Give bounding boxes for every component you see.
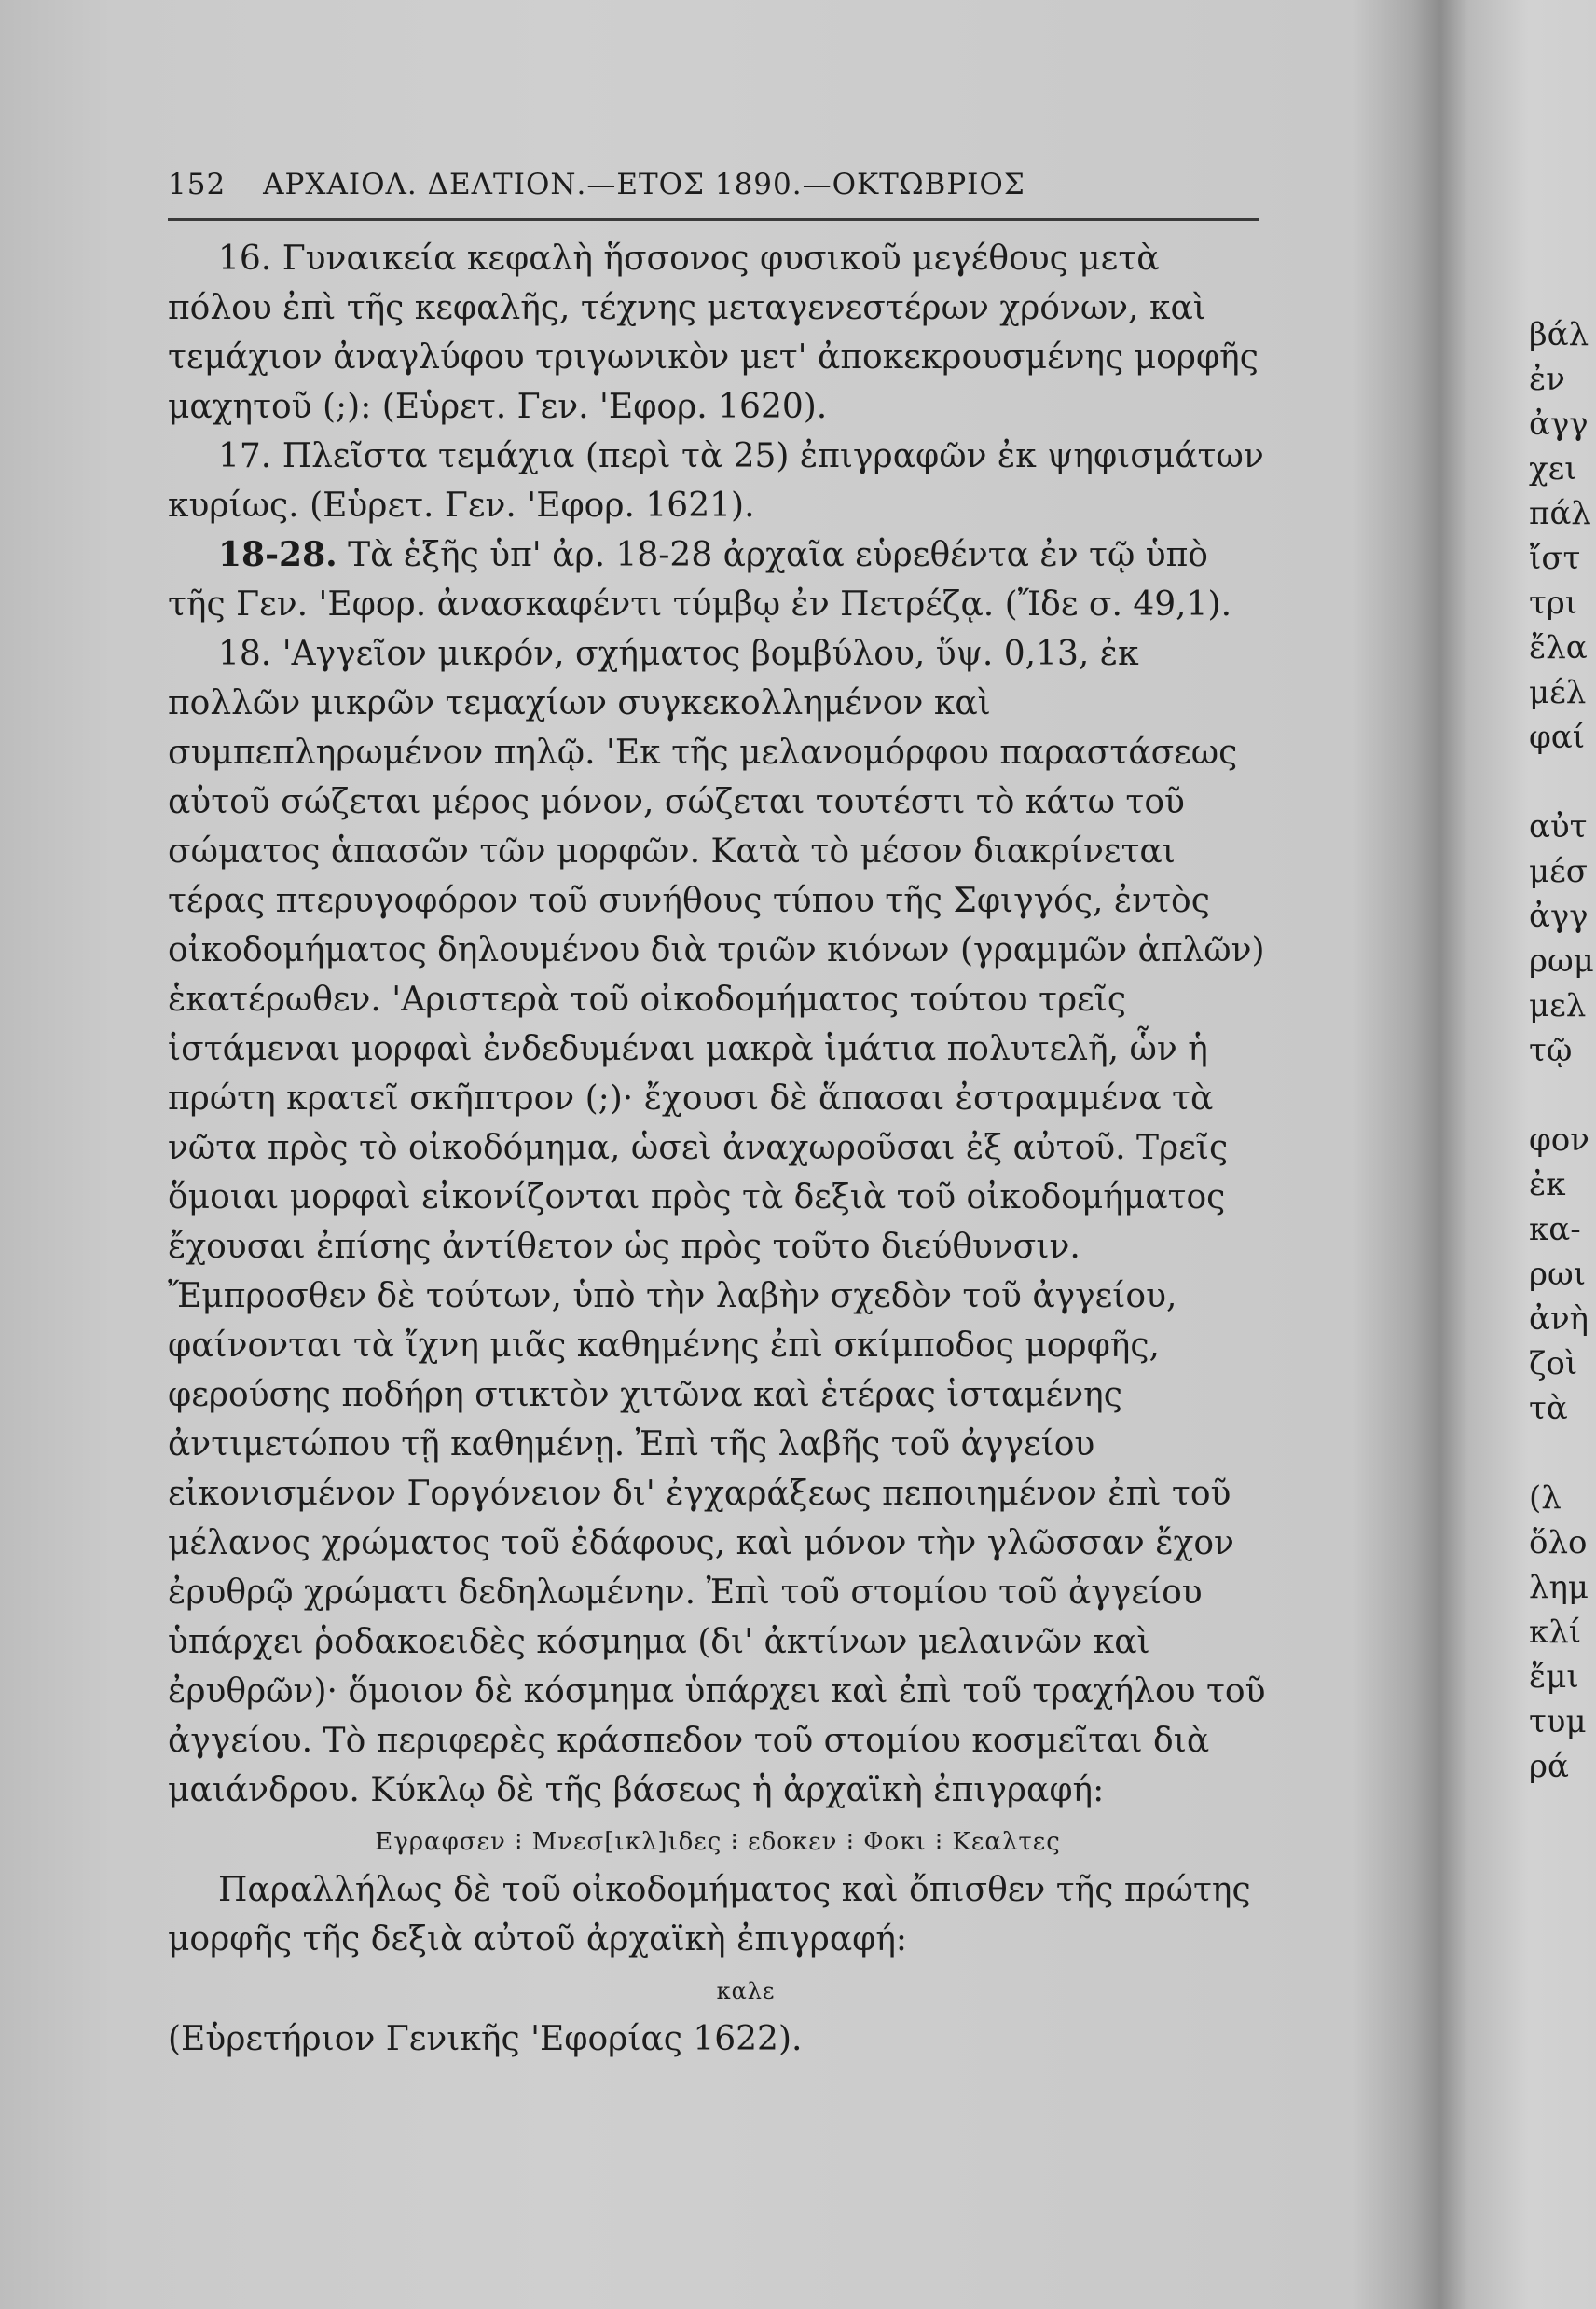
- margin-fragment: [1529, 1073, 1596, 1118]
- entry-17: 17. Πλεῖστα τεμάχια (περὶ τὰ 25) ἐπιγραφῶν ἐκ ψηφισμάτων κυρίως. (Εὑρετ. Γεν. 'Εφορ. 1621).: [168, 437, 1264, 525]
- margin-fragment: ἀγγ: [1529, 898, 1589, 935]
- page-number: 152: [168, 168, 227, 201]
- page-body: [168, 234, 1268, 2064]
- parallel-inscription-text: Παραλλήλως δὲ τοῦ οἰκοδομήματος καὶ ὄπισθεν τῆς πρώτης μορφῆς τῆς δεξιὰ αὐτοῦ ἀρχαϊκὴ ἐπιγραφή:: [168, 1871, 1251, 1959]
- margin-fragment: βάλ: [1529, 316, 1589, 353]
- section-intro-text: Τὰ ἑξῆς ὑπ' ἀρ. 18-28 ἀρχαῖα εὑρεθέντα ἐν τῷ ὑπὸ τῆς Γεν. 'Εφορ. ἀνασκαφέντι τύμβῳ ἐν Πετρέζᾳ. (Ἴδε σ. 49,1).: [168, 536, 1232, 624]
- entry-16: 16. Γυναικεία κεφαλὴ ἥσσονος φυσικοῦ μεγέθους μετὰ πόλου ἐπὶ τῆς κεφαλῆς, τέχνης μεταγενεστέρων χρόνων, καὶ τεμάχιον ἀναγλύφου τριγωνικὸν μετ' ἀποκεκρουσμένης μορφῆς μαχητοῦ (;): (Εὑρετ. Γεν. 'Εφορ. 1620).: [168, 240, 1259, 426]
- facing-page-margin: [1529, 312, 1596, 1789]
- inventory-reference: (Εὑρετήριον Γενικῆς 'Εφορίας 1622).: [168, 2020, 803, 2058]
- margin-fragment: ρωι: [1529, 1256, 1587, 1293]
- margin-fragment: ἀγγ: [1529, 405, 1589, 443]
- margin-fragment: ἐκ: [1529, 1166, 1566, 1203]
- margin-fragment: τρι: [1529, 584, 1578, 622]
- margin-fragment: αὐτ: [1529, 808, 1588, 845]
- margin-fragment: μέσ: [1529, 853, 1588, 890]
- margin-fragment: κα-: [1529, 1211, 1581, 1248]
- margin-fragment: τῷ: [1529, 1032, 1573, 1069]
- margin-fragment: λημ: [1529, 1569, 1589, 1606]
- margin-fragment: ἔμι: [1529, 1658, 1579, 1696]
- margin-fragment: τὰ: [1529, 1390, 1568, 1427]
- margin-fragment: ζοὶ: [1529, 1345, 1578, 1382]
- margin-fragment: ἴστ: [1529, 540, 1581, 577]
- margin-fragment: χει: [1529, 450, 1577, 488]
- margin-fragment: κλί: [1529, 1614, 1582, 1651]
- margin-fragment: ἔλα: [1529, 629, 1588, 667]
- margin-fragment: ἐν: [1529, 361, 1565, 398]
- margin-fragment: ρωμ: [1529, 942, 1594, 980]
- margin-fragment: (λ: [1529, 1479, 1562, 1517]
- margin-fragment: φον: [1529, 1121, 1589, 1159]
- entry-18-28-intro: [168, 530, 1268, 629]
- margin-fragment: πάλ: [1529, 495, 1591, 532]
- running-title: ΑΡΧΑΙΟΛ. ΔΕΛΤΙΟΝ.—ΕΤΟΣ 1890.—ΟΚΤΩΒΡΙΟΣ: [263, 168, 1025, 201]
- entry-18: 18. 'Αγγεῖον μικρόν, σχήματος βομβύλου, ὕψ. 0,13, ἐκ πολλῶν μικρῶν τεμαχίων συγκεκολλημένον καὶ συμπεπληρωμένον πηλῷ. 'Εκ τῆς μελανομόρφου παραστάσεως αὐτοῦ σώζεται μέρος μόνον, σώζεται τουτέστι τὸ κάτω τοῦ σώματος ἁπασῶν τῶν μορφῶν. Κατὰ τὸ μέσον διακρίνεται τέρας πτερυγοφόρον τοῦ συνήθους τύπου τῆς Σφιγγός, ἐντὸς οἰκοδομήματος δηλουμένου διὰ τριῶν κιόνων (γραμμῶν ἁπλῶν) ἑκατέρωθεν. 'Αριστερὰ τοῦ οἰκοδομήματος τούτου τρεῖς ἱστάμεναι μορφαὶ ἐνδεδυμέναι μακρὰ ἱμάτια πολυτελῆ, ὧν ἡ πρώτη κρατεῖ σκῆπτρον (;)· ἔχουσι δὲ ἅπασαι ἐστραμμένα τὰ νῶτα πρὸς τὸ οἰκοδόμημα, ὡσεὶ ἀναχωροῦσαι ἐξ αὐτοῦ. Τρεῖς ὅμοιαι μορφαὶ εἰκονίζονται πρὸς τὰ δεξιὰ τοῦ οἰκοδομήματος ἔχουσαι ἐπίσης ἀντίθετον ὡς πρὸς τοῦτο διεύθυνσιν. Ἔμπροσθεν δὲ τούτων, ὑπὸ τὴν λαβὴν σχεδὸν τοῦ ἀγγείου, φαίνονται τὰ ἴχνη μιᾶς καθημένης ἐπὶ σκίμποδος μορφῆς, φερούσης ποδήρη στικτὸν χιτῶνα καὶ ἑτέρας ἱσταμένης ἀντιμετώπου τῇ καθημένῃ. Ἐπὶ τῆς λαβῆς τοῦ ἀγγείου εἰκονισμένον Γοργόνειον δι' ἐγχαράξεως πεποιημένον ἐπὶ τοῦ μέλανος χρώματος τοῦ ἐδάφους, καὶ μόνον τὴν γλῶσσαν ἔχον ἐρυθρῷ χρώματι δεδηλωμένην. Ἐπὶ τοῦ στομίου τοῦ ἀγγείου ὑπάρχει ῥοδακοειδὲς κόσμημα (δι' ἀκτίνων μελαινῶν καὶ ἐρυθρῶν)· ὅμοιον δὲ κόσμημα ὑπάρχει καὶ ἐπὶ τοῦ τραχήλου τοῦ ἀγγείου. Τὸ περιφερὲς κράσπεδον τοῦ στομίου κοσμεῖται διὰ μαιάνδρου. Κύκλῳ δὲ τῆς βάσεως ἡ ἀρχαϊκὴ ἐπιγραφή:: [168, 635, 1266, 1809]
- base-inscription: Εγραφσεν ⁝ Μνεσ[ικλ]ιδες ⁝ εδοκεν ⁝ Φοκι ⁝ Κεαλτες: [375, 1828, 1061, 1856]
- book-page: [168, 168, 1268, 2064]
- margin-fragment: φαί: [1529, 719, 1586, 756]
- margin-fragment: ρά: [1529, 1748, 1569, 1785]
- margin-fragment: μέλ: [1529, 674, 1587, 711]
- margin-fragment: [1529, 1431, 1596, 1476]
- margin-fragment: τυμ: [1529, 1703, 1587, 1740]
- margin-fragment: μελ: [1529, 987, 1587, 1024]
- second-inscription: καλε: [716, 1978, 776, 2004]
- running-header: [168, 168, 1259, 221]
- margin-fragment: [1529, 760, 1596, 804]
- section-heading: 18-28.: [218, 535, 337, 574]
- margin-fragment: ὅλο: [1529, 1524, 1588, 1561]
- margin-fragment: ἀνὴ: [1529, 1300, 1589, 1338]
